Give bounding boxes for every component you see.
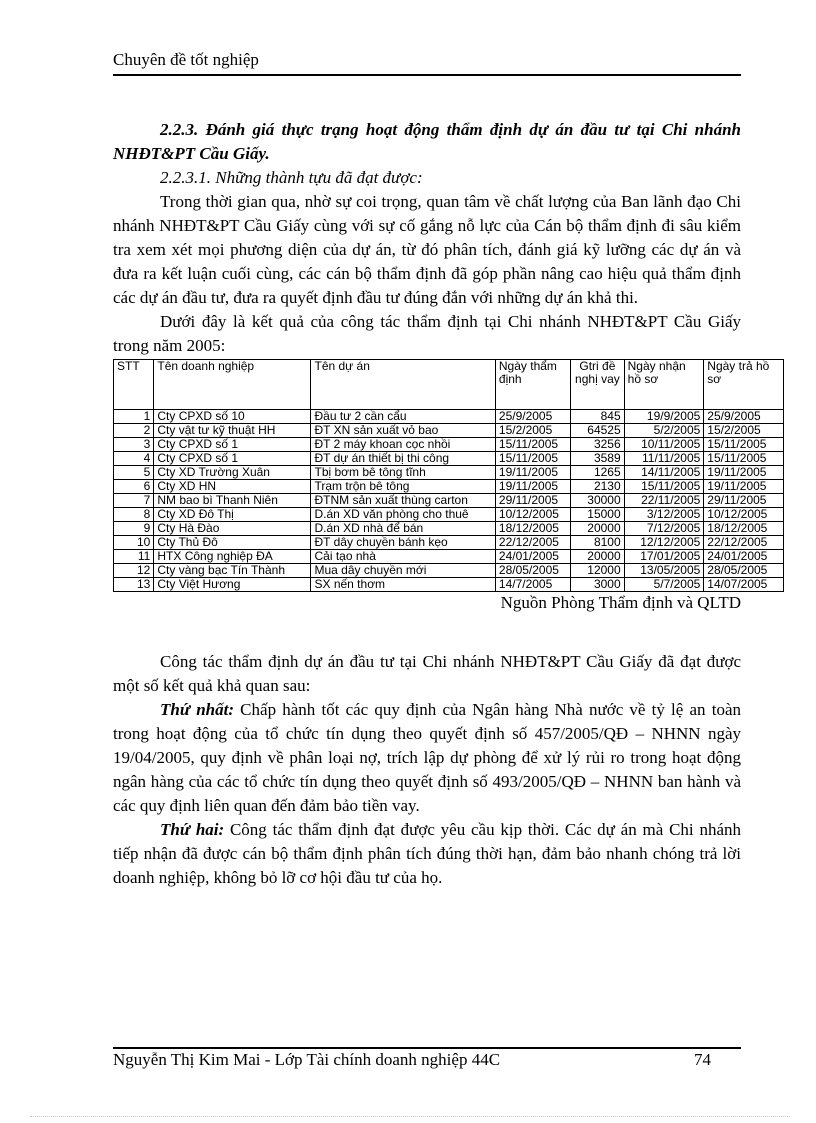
cell-received-date: 22/11/2005 bbox=[624, 494, 704, 508]
cell-returned-date: 14/07/2005 bbox=[704, 578, 784, 592]
cell-returned-date: 22/12/2005 bbox=[704, 536, 784, 550]
header-returned-date: Ngày trả hồ sơ bbox=[704, 360, 784, 410]
intro-paragraph: Trong thời gian qua, nhờ sự coi trọng, quan tâm về chất lượng của Ban lãnh đạo Chi nhánh NHĐT&PT Cầu Giấy cùng với sự cố gắng nỗ lực của Cán bộ thẩm định đi sâu kiểm tra xem xét mọi phương diện của dự án, từ đó phân tích, đánh giá kỹ lưỡng các dự án và đưa ra kết luận cuối cùng, các cán bộ thẩm định đã góp phần nâng cao hiệu quả thẩm định các dự án đầu tư, đưa ra quyết định đầu tư đúng đắn với những dự án khả thi. bbox=[113, 192, 741, 307]
cell-loan-value: 64525 bbox=[571, 424, 624, 438]
cell-company: Cty CPXD số 10 bbox=[154, 410, 311, 424]
cell-company: Cty XD HN bbox=[154, 480, 311, 494]
page-number: 74 bbox=[694, 1050, 711, 1069]
cell-company: Cty Việt Hương bbox=[154, 578, 311, 592]
cell-loan-value: 8100 bbox=[571, 536, 624, 550]
first-result-paragraph bbox=[113, 698, 741, 818]
footer-divider bbox=[113, 1047, 741, 1049]
cell-stt: 11 bbox=[114, 550, 154, 564]
first-lead: Thứ nhất: bbox=[160, 700, 234, 719]
cell-appraisal-date: 24/01/2005 bbox=[495, 550, 570, 564]
cell-loan-value: 12000 bbox=[571, 564, 624, 578]
cell-appraisal-date: 29/11/2005 bbox=[495, 494, 570, 508]
appraisal-results-table bbox=[113, 359, 784, 592]
table-row bbox=[114, 466, 784, 480]
cell-appraisal-date: 15/11/2005 bbox=[495, 438, 570, 452]
page-header-title: Chuyên đề tốt nghiệp bbox=[113, 50, 259, 69]
cell-project: ĐT XN sản xuất vỏ bao bbox=[311, 424, 495, 438]
cell-project: ĐTNM sản xuất thùng carton bbox=[311, 494, 495, 508]
table-row bbox=[114, 522, 784, 536]
second-lead: Thứ hai: bbox=[160, 820, 225, 839]
cell-received-date: 12/12/2005 bbox=[624, 536, 704, 550]
cell-appraisal-date: 28/05/2005 bbox=[495, 564, 570, 578]
table-row bbox=[114, 508, 784, 522]
cell-company: Cty XD Trường Xuân bbox=[154, 466, 311, 480]
cell-returned-date: 15/11/2005 bbox=[704, 438, 784, 452]
cell-received-date: 13/05/2005 bbox=[624, 564, 704, 578]
cell-project: D.án XD nhà để bán bbox=[311, 522, 495, 536]
cell-project: Trạm trộn bê tông bbox=[311, 480, 495, 494]
cell-company: Cty Thủ Đô bbox=[154, 536, 311, 550]
cell-stt: 1 bbox=[114, 410, 154, 424]
cell-company: NM bao bì Thanh Niên bbox=[154, 494, 311, 508]
cell-loan-value: 15000 bbox=[571, 508, 624, 522]
cell-project: Tbị bơm bê tông tĩnh bbox=[311, 466, 495, 480]
cell-company: Cty CPXD số 1 bbox=[154, 452, 311, 466]
cell-project: Mua dây chuyền mới bbox=[311, 564, 495, 578]
table-row bbox=[114, 550, 784, 564]
header-stt: STT bbox=[114, 360, 154, 410]
cell-appraisal-date: 15/2/2005 bbox=[495, 424, 570, 438]
cell-received-date: 5/7/2005 bbox=[624, 578, 704, 592]
cell-loan-value: 2130 bbox=[571, 480, 624, 494]
cell-loan-value: 20000 bbox=[571, 550, 624, 564]
table-row bbox=[114, 424, 784, 438]
table-row bbox=[114, 410, 784, 424]
cell-loan-value: 845 bbox=[571, 410, 624, 424]
cell-loan-value: 3589 bbox=[571, 452, 624, 466]
second-result-paragraph bbox=[113, 818, 741, 890]
cell-appraisal-date: 25/9/2005 bbox=[495, 410, 570, 424]
cell-company: Cty Hà Đào bbox=[154, 522, 311, 536]
header-divider bbox=[113, 74, 741, 76]
first-result-text: Chấp hành tốt các quy định của Ngân hàng Nhà nước về tỷ lệ an toàn trong hoạt động của tổ chức tín dụng theo quyết định số 457/2005/QĐ – NHNN ngày 19/04/2005, quy định về phân loại nợ, trích lập dự phòng để xử lý rủi ro trong hoạt động ngân hàng của các tổ chức tín dụng theo quyết định số 493/2005/QĐ – NHNN ban hành và các quy định liên quan đến đảm bảo tiền vay. bbox=[113, 700, 741, 815]
table-row bbox=[114, 564, 784, 578]
cell-returned-date: 18/12/2005 bbox=[704, 522, 784, 536]
cell-project: ĐT dự án thiết bị thi công bbox=[311, 452, 495, 466]
table-row bbox=[114, 536, 784, 550]
table-row bbox=[114, 578, 784, 592]
section-heading: 2.2.3. Đánh giá thực trạng hoạt động thẩm định dự án đầu tư tại Chi nhánh NHĐT&PT Cầu Giấy. bbox=[113, 120, 741, 163]
spacer bbox=[113, 614, 741, 650]
cell-appraisal-date: 18/12/2005 bbox=[495, 522, 570, 536]
cell-project: SX nến thơm bbox=[311, 578, 495, 592]
page-bottom-border bbox=[30, 1116, 790, 1117]
table-row bbox=[114, 494, 784, 508]
cell-loan-value: 20000 bbox=[571, 522, 624, 536]
cell-stt: 9 bbox=[114, 522, 154, 536]
cell-returned-date: 19/11/2005 bbox=[704, 480, 784, 494]
cell-company: HTX Công nghiệp ĐA bbox=[154, 550, 311, 564]
cell-received-date: 10/11/2005 bbox=[624, 438, 704, 452]
cell-company: Cty vàng bạc Tín Thành bbox=[154, 564, 311, 578]
cell-appraisal-date: 22/12/2005 bbox=[495, 536, 570, 550]
cell-received-date: 19/9/2005 bbox=[624, 410, 704, 424]
cell-stt: 10 bbox=[114, 536, 154, 550]
table-row bbox=[114, 480, 784, 494]
second-result-text: Công tác thẩm định đạt được yêu cầu kịp thời. Các dự án mà Chi nhánh tiếp nhận đã được cán bộ thẩm định phân tích đúng thời hạn, đảm bảo nhanh chóng trả lời doanh nghiệp, không bỏ lỡ cơ hội đầu tư của họ. bbox=[113, 820, 741, 887]
header-company: Tên doanh nghiệp bbox=[154, 360, 311, 410]
table-header-row bbox=[114, 360, 784, 410]
cell-stt: 3 bbox=[114, 438, 154, 452]
cell-project: Cải tạo nhà bbox=[311, 550, 495, 564]
cell-returned-date: 29/11/2005 bbox=[704, 494, 784, 508]
cell-appraisal-date: 19/11/2005 bbox=[495, 466, 570, 480]
table-intro-paragraph: Dưới đây là kết quả của công tác thẩm định tại Chi nhánh NHĐT&PT Cầu Giấy trong năm 2005: bbox=[113, 312, 741, 355]
cell-project: ĐT dây chuyền bánh kẹo bbox=[311, 536, 495, 550]
cell-appraisal-date: 14/7/2005 bbox=[495, 578, 570, 592]
cell-loan-value: 30000 bbox=[571, 494, 624, 508]
table-source-note: Nguồn Phòng Thẩm định và QLTD bbox=[500, 593, 741, 612]
cell-stt: 13 bbox=[114, 578, 154, 592]
cell-stt: 4 bbox=[114, 452, 154, 466]
cell-returned-date: 15/2/2005 bbox=[704, 424, 784, 438]
table-row bbox=[114, 452, 784, 466]
results-intro-paragraph: Công tác thẩm định dự án đầu tư tại Chi nhánh NHĐT&PT Cầu Giấy đã đạt được một số kết quả khả quan sau: bbox=[113, 652, 741, 695]
header-loan-value: Gtri đề nghị vay bbox=[571, 360, 624, 410]
cell-returned-date: 19/11/2005 bbox=[704, 466, 784, 480]
subsection-heading: 2.2.3.1. Những thành tựu đã đạt được: bbox=[160, 168, 423, 187]
cell-appraisal-date: 19/11/2005 bbox=[495, 480, 570, 494]
cell-returned-date: 25/9/2005 bbox=[704, 410, 784, 424]
cell-company: Cty XD Đô Thị bbox=[154, 508, 311, 522]
cell-project: ĐT 2 máy khoan cọc nhồi bbox=[311, 438, 495, 452]
cell-loan-value: 3256 bbox=[571, 438, 624, 452]
cell-returned-date: 15/11/2005 bbox=[704, 452, 784, 466]
cell-received-date: 11/11/2005 bbox=[624, 452, 704, 466]
cell-stt: 2 bbox=[114, 424, 154, 438]
cell-loan-value: 1265 bbox=[571, 466, 624, 480]
cell-stt: 12 bbox=[114, 564, 154, 578]
cell-received-date: 17/01/2005 bbox=[624, 550, 704, 564]
header-project: Tên dự án bbox=[311, 360, 495, 410]
cell-received-date: 7/12/2005 bbox=[624, 522, 704, 536]
header-received-date: Ngày nhận hồ sơ bbox=[624, 360, 704, 410]
cell-appraisal-date: 15/11/2005 bbox=[495, 452, 570, 466]
cell-received-date: 5/2/2005 bbox=[624, 424, 704, 438]
cell-project: D.án XD văn phòng cho thuê bbox=[311, 508, 495, 522]
cell-returned-date: 10/12/2005 bbox=[704, 508, 784, 522]
cell-returned-date: 28/05/2005 bbox=[704, 564, 784, 578]
header-appraisal-date: Ngày thẩm định bbox=[495, 360, 570, 410]
cell-received-date: 14/11/2005 bbox=[624, 466, 704, 480]
cell-stt: 7 bbox=[114, 494, 154, 508]
document-body bbox=[113, 118, 770, 890]
cell-returned-date: 24/01/2005 bbox=[704, 550, 784, 564]
table-row bbox=[114, 438, 784, 452]
cell-loan-value: 3000 bbox=[571, 578, 624, 592]
footer-author: Nguyễn Thị Kim Mai - Lớp Tài chính doanh nghiệp 44C bbox=[113, 1050, 501, 1069]
cell-received-date: 3/12/2005 bbox=[624, 508, 704, 522]
cell-company: Cty CPXD số 1 bbox=[154, 438, 311, 452]
cell-received-date: 15/11/2005 bbox=[624, 480, 704, 494]
cell-project: Đầu tư 2 cần cẩu bbox=[311, 410, 495, 424]
cell-stt: 5 bbox=[114, 466, 154, 480]
cell-stt: 8 bbox=[114, 508, 154, 522]
cell-company: Cty vật tư kỹ thuật HH bbox=[154, 424, 311, 438]
cell-stt: 6 bbox=[114, 480, 154, 494]
cell-appraisal-date: 10/12/2005 bbox=[495, 508, 570, 522]
